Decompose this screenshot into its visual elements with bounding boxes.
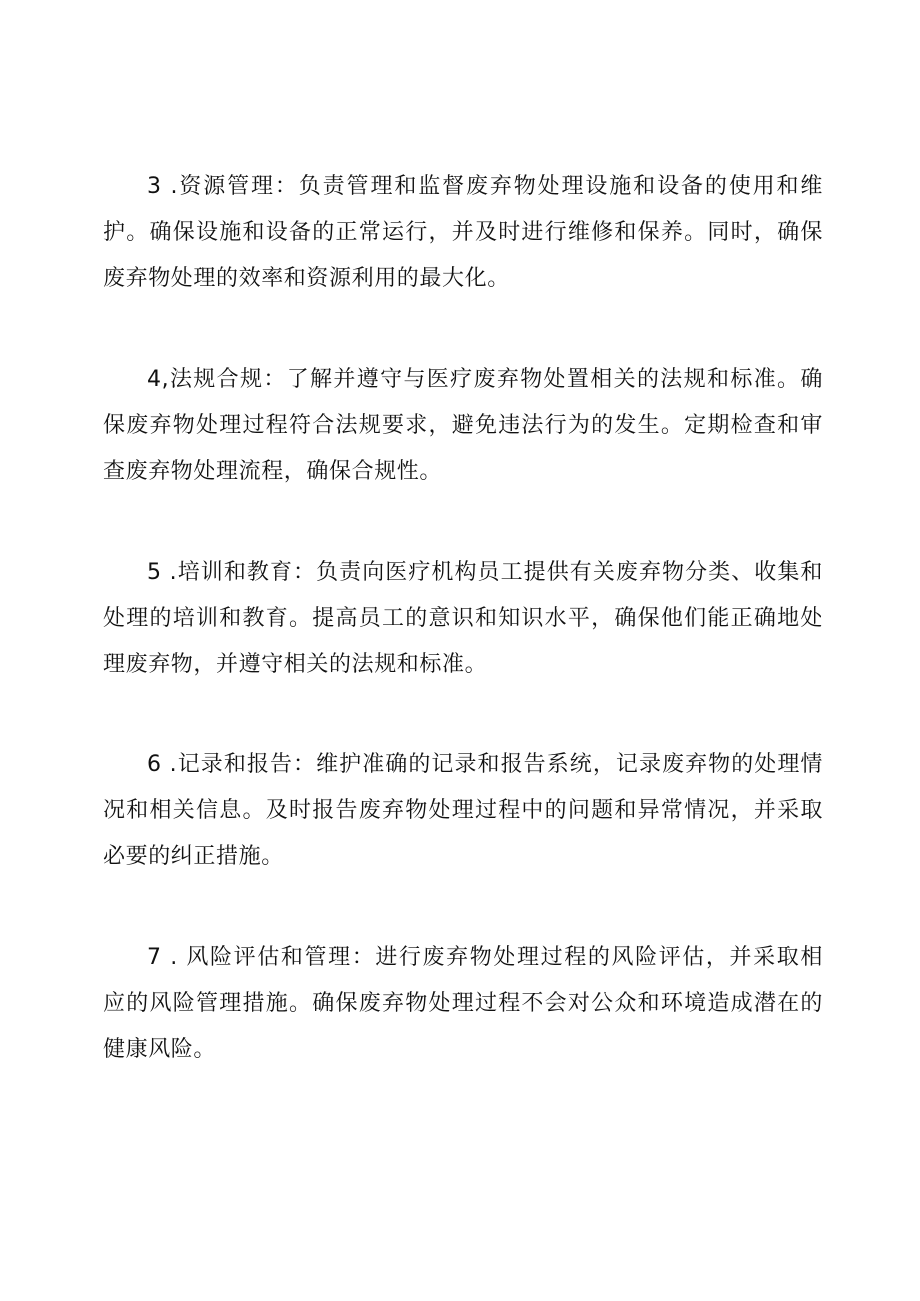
paragraph-regulatory-compliance bbox=[103, 357, 823, 495]
paragraph-line: 处理的培训和教育。提高员工的意识和知识水平，确保他们能正确地处 bbox=[103, 606, 823, 631]
paragraph-line: 况和相关信息。及时报告废弃物处理过程中的问题和异常情况，并采取 bbox=[103, 798, 823, 823]
paragraph-line: 必要的纠正措施。 bbox=[103, 844, 284, 869]
paragraph-line: 6 .记录和报告：维护准确的记录和报告系统，记录废弃物的处理情 bbox=[147, 752, 823, 777]
paragraph-line: 应的风险管理措施。确保废弃物处理过程不会对公众和环境造成潜在的 bbox=[103, 991, 823, 1016]
paragraph-line: 健康风险。 bbox=[103, 1037, 217, 1062]
paragraph-line: 保废弃物处理过程符合法规要求，避免违法行为的发生。定期检查和审 bbox=[103, 413, 823, 438]
paragraph-line: 废弃物处理的效率和资源利用的最大化。 bbox=[103, 266, 510, 291]
paragraph-line: 护。确保设施和设备的正常运行，并及时进行维修和保养。同时，确保 bbox=[103, 220, 823, 245]
paragraph-line: 3 .资源管理：负责管理和监督废弃物处理设施和设备的使用和维 bbox=[147, 174, 823, 199]
paragraph-line: 查废弃物处理流程，确保合规性。 bbox=[103, 459, 443, 484]
paragraph-line: 7 . 风险评估和管理：进行废弃物处理过程的风险评估，并采取相 bbox=[147, 945, 823, 970]
paragraph-line: 理废弃物，并遵守相关的法规和标准。 bbox=[103, 652, 488, 677]
paragraph-training-education bbox=[103, 550, 823, 688]
paragraph-records-reports bbox=[103, 742, 823, 880]
paragraph-resource-management bbox=[103, 164, 823, 302]
paragraph-line: 5 .培训和教育：负责向医疗机构员工提供有关废弃物分类、收集和 bbox=[147, 560, 823, 585]
paragraph-line: 4,法规合规：了解并遵守与医疗废弃物处置相关的法规和标准。确 bbox=[147, 367, 823, 392]
paragraph-risk-assessment bbox=[103, 935, 823, 1073]
